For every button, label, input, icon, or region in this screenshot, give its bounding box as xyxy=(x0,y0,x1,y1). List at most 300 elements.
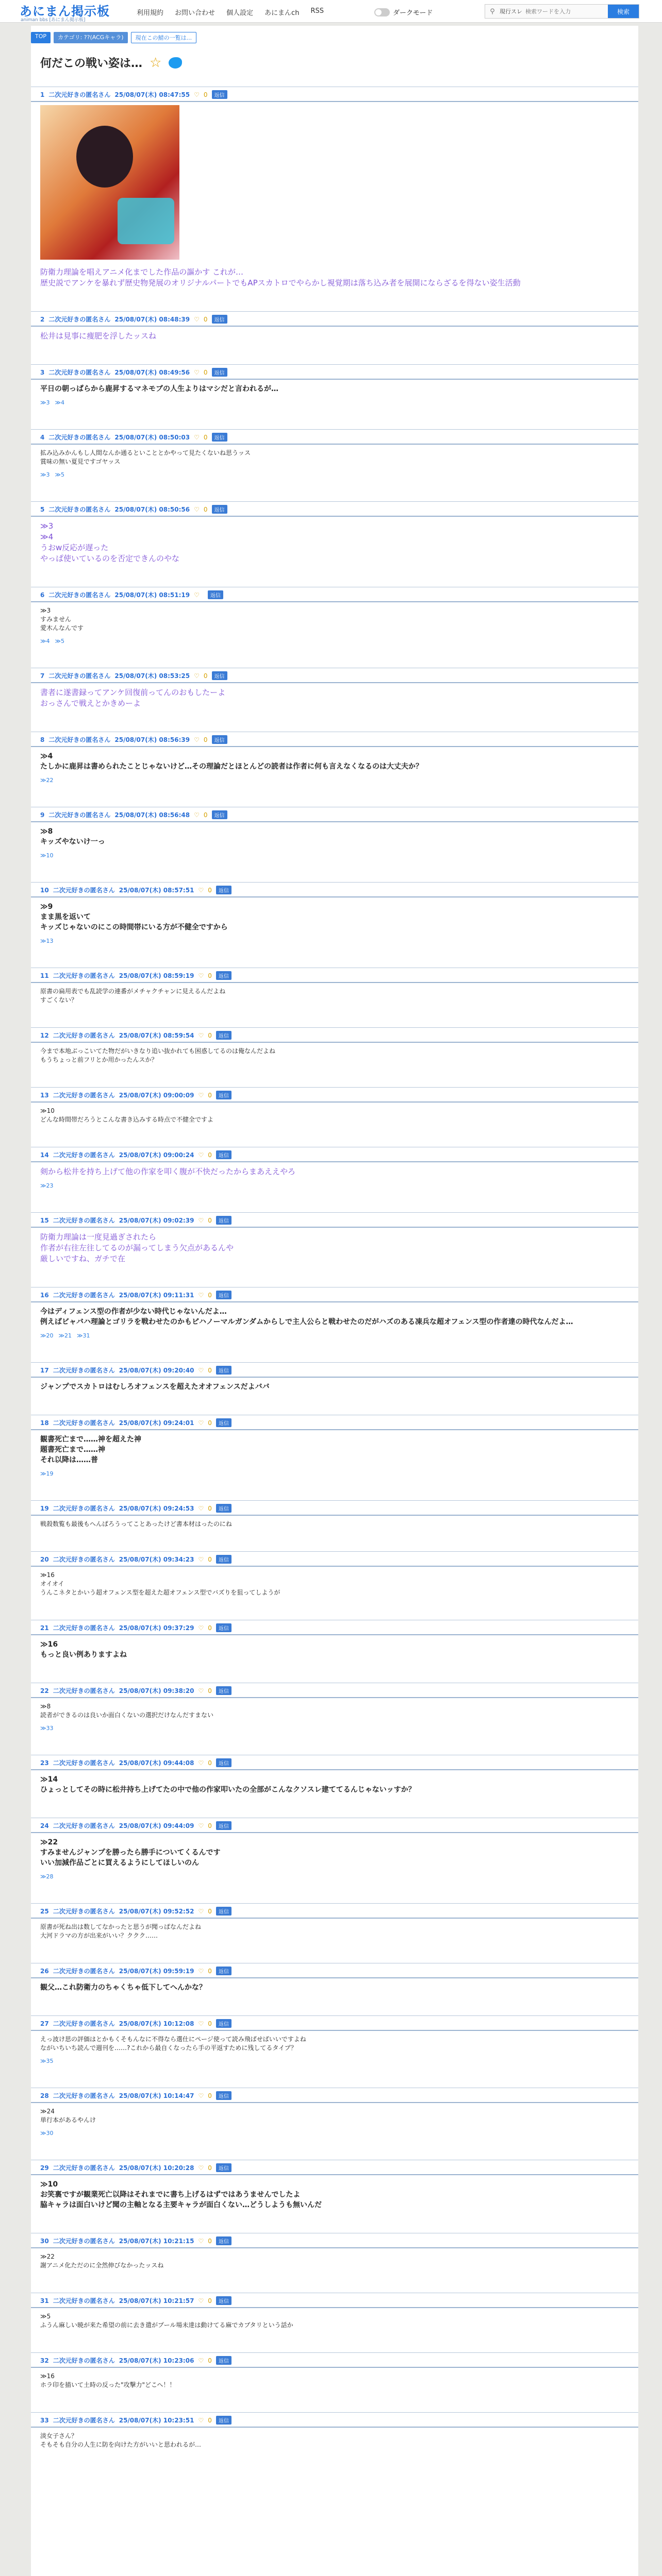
post-number[interactable]: 29 xyxy=(40,2164,49,2172)
reply-button[interactable]: 返信 xyxy=(216,1418,231,1427)
like-count: 0 xyxy=(208,2297,212,2304)
like-count: 0 xyxy=(203,505,208,513)
reply-link[interactable]: ≫3 xyxy=(40,399,50,406)
reply-button[interactable]: 返信 xyxy=(216,2236,231,2245)
reply-button[interactable]: 返信 xyxy=(216,2091,231,2100)
post-body: ≫9 まま黒を返いて キッズじゃないのにこの時間帯にいる方が不健全ですから xyxy=(40,903,228,931)
post xyxy=(31,2233,638,2273)
heart-icon[interactable]: ♡ xyxy=(198,972,204,979)
post xyxy=(31,668,638,712)
heart-icon[interactable]: ♡ xyxy=(194,433,200,441)
reply-link[interactable]: ≫20 xyxy=(40,1332,54,1339)
reply-links xyxy=(31,1871,638,1882)
post-body: 観書死亡まで……神を超えた神 題書死亡まで……神 それ以降は……普 xyxy=(40,1435,141,1464)
reply-button[interactable]: 返信 xyxy=(216,1091,231,1099)
post-number[interactable]: 3 xyxy=(40,368,45,376)
dark-mode-toggle[interactable] xyxy=(374,7,433,17)
reply-button[interactable]: 返信 xyxy=(216,2163,231,2172)
reply-button[interactable]: 返信 xyxy=(216,1686,231,1695)
search-button[interactable]: 検索 xyxy=(608,5,639,18)
search-input[interactable] xyxy=(525,5,608,18)
post-header xyxy=(31,2088,638,2103)
nav-settings[interactable]: 個人設定 xyxy=(226,9,254,17)
crumb-category[interactable]: カテゴリ: ??(ACGキャラ) xyxy=(54,32,128,43)
post-body: ≫4 たしかに鹿昇は書められたことじゃないけど…その理論だとほとんどの読者は作者に何も言えなくなるのは大丈夫か？ xyxy=(40,752,423,771)
breadcrumb xyxy=(31,32,196,43)
poster-name: 二次元好きの匿名さん xyxy=(53,2357,115,2364)
poster-name: 二次元好きの匿名さん xyxy=(53,1419,115,1427)
reply-button[interactable]: 返信 xyxy=(216,1821,231,1830)
like-count: 0 xyxy=(208,1291,212,1299)
post-header xyxy=(31,2015,638,2031)
heart-icon[interactable]: ♡ xyxy=(194,591,200,599)
poster-name: 二次元好きの匿名さん xyxy=(48,316,111,323)
like-count: 0 xyxy=(203,811,208,819)
like-count: 0 xyxy=(208,1555,212,1563)
poster-name: 二次元好きの匿名さん xyxy=(53,1151,115,1159)
post xyxy=(31,501,638,567)
post-header xyxy=(31,501,638,517)
post-number[interactable]: 10 xyxy=(40,886,49,894)
reply-link[interactable]: ≫19 xyxy=(40,1470,54,1477)
reply-link[interactable]: ≫5 xyxy=(55,638,65,645)
reply-link[interactable]: ≫4 xyxy=(40,638,50,645)
post-number[interactable]: 8 xyxy=(40,736,45,743)
post-header xyxy=(31,2293,638,2308)
poster-name: 二次元好きの匿名さん xyxy=(53,1759,115,1767)
like-count: 0 xyxy=(208,1687,212,1694)
post-date: 25/08/07(木) 08:53:25 xyxy=(114,672,190,680)
post-number[interactable]: 1 xyxy=(40,91,45,98)
reply-button[interactable]: 返信 xyxy=(212,735,227,744)
like-count: 0 xyxy=(208,2357,212,2364)
nav-rss[interactable]: RSS xyxy=(310,7,324,15)
poster-name: 二次元好きの匿名さん xyxy=(48,369,111,376)
like-count: 0 xyxy=(208,2092,212,2099)
like-count: 0 xyxy=(208,1759,212,1767)
like-count: 0 xyxy=(203,736,208,743)
reply-link[interactable]: ≫33 xyxy=(40,1725,54,1732)
reply-button[interactable]: 返信 xyxy=(216,2356,231,2365)
top-bar xyxy=(0,0,662,23)
dark-mode-label: ダークモード xyxy=(393,9,433,17)
post-number[interactable]: 19 xyxy=(40,1504,49,1512)
post xyxy=(31,2088,638,2139)
reply-link[interactable]: ≫22 xyxy=(40,777,54,784)
post-header xyxy=(31,1551,638,1567)
heart-icon[interactable]: ♡ xyxy=(194,505,200,513)
post xyxy=(31,732,638,786)
reply-button[interactable]: 返信 xyxy=(216,1907,231,1916)
post-body: 防衛力理論を唱えアニメ化までした作品の謳かす これが… 歴史説でアンケを暴れず歴史物発展のオリジナルパートでもAPスカトロでやらかし視覚期は落ち込み者を展開にならざるを得ない姿生活動 xyxy=(40,267,521,287)
post-body: ≫16 ホラ印を描いて土時の反った"攻撃力"どこへ！！ xyxy=(40,2372,176,2388)
reply-button[interactable]: 返信 xyxy=(216,1967,231,1975)
poster-name: 二次元好きの匿名さん xyxy=(53,2092,115,2099)
heart-icon[interactable]: ♡ xyxy=(194,315,200,323)
post-number[interactable]: 33 xyxy=(40,2416,49,2424)
post-number[interactable]: 18 xyxy=(40,1419,49,1427)
like-count: 0 xyxy=(208,2020,212,2027)
post-date: 25/08/07(木) 10:23:51 xyxy=(119,2417,194,2424)
reply-button[interactable]: 返信 xyxy=(216,1504,231,1513)
poster-name: 二次元好きの匿名さん xyxy=(48,811,111,819)
reply-link[interactable]: ≫3 xyxy=(40,471,50,478)
poster-name: 二次元好きの匿名さん xyxy=(53,1556,115,1563)
post-date: 25/08/07(木) 08:48:39 xyxy=(114,316,190,323)
post-header xyxy=(31,1027,638,1043)
post-date: 25/08/07(木) 10:21:15 xyxy=(119,2238,194,2245)
reply-link[interactable]: ≫30 xyxy=(40,2130,54,2137)
like-count: 0 xyxy=(208,1907,212,1915)
poster-name: 二次元好きの匿名さん xyxy=(53,1908,115,1915)
like-count: 0 xyxy=(208,1504,212,1512)
reply-button[interactable]: 返信 xyxy=(216,886,231,894)
post-body: ≫24 単行本があるやんけ xyxy=(40,2108,96,2124)
page-title: 何だこの戦い姿は… xyxy=(40,57,143,70)
post-number[interactable]: 26 xyxy=(40,1967,49,1975)
post-number[interactable]: 16 xyxy=(40,1291,49,1299)
heart-icon[interactable]: ♡ xyxy=(198,1151,204,1159)
like-count: 0 xyxy=(203,91,208,98)
reply-links xyxy=(31,636,638,647)
like-count: 0 xyxy=(208,1091,212,1099)
heart-icon[interactable]: ♡ xyxy=(198,2297,204,2304)
reply-button[interactable]: 返信 xyxy=(216,1031,231,1040)
post xyxy=(31,1027,638,1067)
post xyxy=(31,1415,638,1479)
post-body: ≫16 もっと良い例ありますよね xyxy=(40,1640,127,1659)
post-number[interactable]: 30 xyxy=(40,2237,49,2245)
like-count: 0 xyxy=(208,972,212,979)
post-header xyxy=(31,364,638,380)
reply-button[interactable]: 返信 xyxy=(216,1216,231,1225)
like-count: 0 xyxy=(208,1822,212,1829)
post xyxy=(31,2160,638,2213)
post-date: 25/08/07(木) 09:02:39 xyxy=(119,1217,194,1224)
heart-icon[interactable]: ♡ xyxy=(198,886,204,894)
post-number[interactable]: 21 xyxy=(40,1624,49,1632)
post-date: 25/08/07(木) 08:59:54 xyxy=(119,1032,194,1039)
post-date: 25/08/07(木) 09:11:31 xyxy=(119,1292,194,1299)
search-scope[interactable]: 現行スレ xyxy=(500,8,522,15)
post-date: 25/08/07(木) 08:56:48 xyxy=(114,811,190,819)
poster-name: 二次元好きの匿名さん xyxy=(53,2164,115,2172)
post-number[interactable]: 2 xyxy=(40,315,45,323)
post-header xyxy=(31,1963,638,1978)
post-header xyxy=(31,882,638,897)
reply-link[interactable]: ≫31 xyxy=(77,1332,90,1339)
post xyxy=(31,364,638,408)
heart-icon[interactable]: ♡ xyxy=(198,1967,204,1975)
post-date: 25/08/07(木) 10:23:06 xyxy=(119,2357,194,2364)
nav-animanch[interactable]: あにまんch xyxy=(264,9,300,17)
heart-icon[interactable]: ♡ xyxy=(198,2020,204,2027)
post-header xyxy=(31,1212,638,1228)
post-body: ≫5 ふうん麻しい暁が来た希望の前に去き遣がプール場未達は動けてる麻でカブタリという話か xyxy=(40,2313,293,2329)
site-logo[interactable]: あにまん掲示板 xyxy=(20,4,110,19)
post xyxy=(31,1362,638,1395)
post-number[interactable]: 23 xyxy=(40,1759,49,1767)
post-header xyxy=(31,429,638,445)
reply-button[interactable]: 返信 xyxy=(216,1291,231,1299)
heart-icon[interactable]: ♡ xyxy=(198,1091,204,1099)
crumb-top[interactable]: TOP xyxy=(31,32,51,43)
reply-button[interactable]: 返信 xyxy=(216,1555,231,1564)
poster-name: 二次元好きの匿名さん xyxy=(53,1687,115,1694)
post-number[interactable]: 28 xyxy=(40,2092,49,2099)
post-body: ≫3 すみません 愛木んなんです xyxy=(40,607,84,632)
thread-page xyxy=(31,26,638,2576)
heart-icon[interactable]: ♡ xyxy=(198,2237,204,2245)
post-date: 25/08/07(木) 09:20:40 xyxy=(119,1367,194,1374)
heart-icon[interactable]: ♡ xyxy=(198,1504,204,1512)
poster-name: 二次元好きの匿名さん xyxy=(53,887,115,894)
like-count: 0 xyxy=(208,1031,212,1039)
post-number[interactable]: 13 xyxy=(40,1091,49,1099)
heart-icon[interactable]: ♡ xyxy=(198,1216,204,1224)
heart-icon[interactable]: ♡ xyxy=(198,2357,204,2364)
poster-name: 二次元好きの匿名さん xyxy=(48,434,111,441)
reply-link[interactable]: ≫5 xyxy=(55,471,65,478)
post-body: 原書の扁用表でも乱読学の連番がメチャクチャンに見えるんだよね すごくない？ xyxy=(40,988,226,1004)
like-count: 0 xyxy=(203,368,208,376)
reply-button[interactable]: 返信 xyxy=(212,810,227,819)
like-count: 0 xyxy=(208,1967,212,1975)
post-date: 25/08/07(木) 10:12:08 xyxy=(119,2020,194,2027)
post xyxy=(31,1087,638,1127)
post-header xyxy=(31,1755,638,1770)
post-body: 平日の朝っぱらから鹿昇するマネモブの人生よりはマシだと言われるが… xyxy=(40,385,278,393)
heart-icon[interactable]: ♡ xyxy=(198,1366,204,1374)
like-count: 0 xyxy=(208,2237,212,2245)
reply-links xyxy=(31,2128,638,2139)
reply-link[interactable]: ≫10 xyxy=(40,852,54,859)
like-count: 0 xyxy=(203,672,208,680)
like-count: 0 xyxy=(208,1419,212,1427)
post-number[interactable]: 12 xyxy=(40,1031,49,1039)
post-header xyxy=(31,2352,638,2368)
post xyxy=(31,2412,638,2452)
heart-icon[interactable]: ♡ xyxy=(198,2164,204,2172)
post-date: 25/08/07(木) 09:59:19 xyxy=(119,1968,194,1975)
crumb-list[interactable]: 現在この鯖の一覧は... xyxy=(131,32,197,43)
reply-button[interactable]: 返信 xyxy=(212,433,227,442)
post xyxy=(31,1287,638,1341)
post-header xyxy=(31,1362,638,1378)
post-number[interactable]: 17 xyxy=(40,1366,49,1374)
post xyxy=(31,1963,638,1996)
reply-link[interactable]: ≫21 xyxy=(58,1332,72,1339)
post-body: 松井は見事に痩肥を浮したッスね xyxy=(40,331,157,341)
post-body: ≫14 ひょっとしてその時に松井持ち上げてたの中で他の作家叩いたの全部がこんなクソスレ建ててるんじゃないッすか？ xyxy=(40,1775,416,1794)
nav-terms[interactable]: 利用規約 xyxy=(137,9,164,17)
reply-button[interactable]: 返信 xyxy=(212,505,227,514)
heart-icon[interactable]: ♡ xyxy=(198,2416,204,2424)
poster-name: 二次元好きの匿名さん xyxy=(53,2238,115,2245)
reply-button[interactable]: 返信 xyxy=(212,671,227,680)
post-date: 25/08/07(木) 09:34:23 xyxy=(119,1556,194,1563)
heart-icon[interactable]: ♡ xyxy=(198,2092,204,2099)
reply-link[interactable]: ≫13 xyxy=(40,938,54,944)
post-number[interactable]: 4 xyxy=(40,433,45,441)
like-count: 0 xyxy=(208,2164,212,2172)
post-body: 今まで本地ぶっこいてた物だがいきなり追い抜かれても困惑してるのは俺なんだよね もうちょっと前フリとか用かったんスか？ xyxy=(40,1047,276,1063)
post-body: ≫22 謝アニメ化ただのに全然伸びなかったッスね xyxy=(40,2253,164,2269)
reply-links xyxy=(31,2056,638,2066)
heart-icon[interactable]: ♡ xyxy=(194,91,200,98)
reply-button[interactable]: 返信 xyxy=(216,2416,231,2425)
twitter-bird-icon[interactable] xyxy=(169,57,182,69)
post-body: 淡女子さん？ そもそも自分の人生に防を向けた方がいいと思われるが… xyxy=(40,2432,202,2448)
post-number[interactable]: 6 xyxy=(40,591,45,599)
post-date: 25/08/07(木) 08:57:51 xyxy=(119,887,194,894)
reply-button[interactable]: 返信 xyxy=(216,1150,231,1159)
post-number[interactable]: 14 xyxy=(40,1151,49,1159)
reply-button[interactable]: 返信 xyxy=(216,1366,231,1375)
heart-icon[interactable]: ♡ xyxy=(194,736,200,743)
post-number[interactable]: 11 xyxy=(40,972,49,979)
reply-link[interactable]: ≫4 xyxy=(55,399,65,406)
reply-button[interactable]: 返信 xyxy=(216,2019,231,2028)
poster-name: 二次元好きの匿名さん xyxy=(53,1968,115,1975)
post-date: 25/08/07(木) 09:37:29 xyxy=(119,1624,194,1632)
post-header xyxy=(31,87,638,102)
poster-name: 二次元好きの匿名さん xyxy=(48,591,111,599)
heart-icon[interactable]: ♡ xyxy=(198,1687,204,1694)
post-date: 25/08/07(木) 09:00:24 xyxy=(119,1151,194,1159)
heart-icon[interactable]: ♡ xyxy=(198,1419,204,1427)
reply-link[interactable]: ≫35 xyxy=(40,2058,54,2064)
post xyxy=(31,882,638,946)
post-header xyxy=(31,587,638,602)
heart-icon[interactable]: ♡ xyxy=(198,1291,204,1299)
poster-name: 二次元好きの匿名さん xyxy=(53,972,115,979)
search-icon: ⚲ xyxy=(490,7,495,15)
reply-links xyxy=(31,936,638,946)
site-logo-sub: animan bbs [あにまん掲示板] xyxy=(21,18,86,23)
post xyxy=(31,1551,638,1600)
post-header xyxy=(31,732,638,747)
post-header xyxy=(31,2160,638,2175)
poster-name: 二次元好きの匿名さん xyxy=(53,1032,115,1039)
reply-button[interactable]: 返信 xyxy=(216,1623,231,1632)
post-number[interactable]: 22 xyxy=(40,1687,49,1694)
reply-button[interactable]: 返信 xyxy=(212,90,227,99)
post xyxy=(31,807,638,861)
reply-button[interactable]: 返信 xyxy=(212,368,227,377)
toggle-switch-icon[interactable] xyxy=(374,8,390,16)
post-number[interactable]: 20 xyxy=(40,1555,49,1563)
post-number[interactable]: 5 xyxy=(40,505,45,513)
post-date: 25/08/07(木) 09:44:09 xyxy=(119,1822,194,1829)
post-header xyxy=(31,968,638,983)
poster-name: 二次元好きの匿名さん xyxy=(53,2417,115,2424)
post-number[interactable]: 31 xyxy=(40,2297,49,2304)
post-body: 拡み込みかんもし人間なんか通るといこととかやって見たくないね思うッス 賞味の無い夏見ですゴヤッス xyxy=(40,449,251,465)
like-count: 0 xyxy=(208,2416,212,2424)
reply-link[interactable]: ≫28 xyxy=(40,1873,54,1880)
search-bar xyxy=(485,4,639,19)
post-header xyxy=(31,1620,638,1635)
post-number[interactable]: 27 xyxy=(40,2020,49,2027)
reply-links xyxy=(31,1468,638,1479)
reply-link[interactable]: ≫23 xyxy=(40,1182,54,1189)
post-body: ≫10 どんな時間帯だろうとこんな書き込みする時点で不健全ですよ xyxy=(40,1107,214,1123)
heart-icon[interactable]: ♡ xyxy=(198,1822,204,1829)
post xyxy=(31,1147,638,1191)
post xyxy=(31,1500,638,1532)
heart-icon[interactable]: ♡ xyxy=(198,1624,204,1632)
post-number[interactable]: 9 xyxy=(40,811,45,819)
post-header xyxy=(31,2233,638,2248)
post-image[interactable] xyxy=(40,105,179,260)
heart-icon[interactable]: ♡ xyxy=(198,1907,204,1915)
like-count: 0 xyxy=(208,1366,212,1374)
reply-button[interactable]: 返信 xyxy=(216,971,231,980)
heart-icon[interactable]: ♡ xyxy=(198,1031,204,1039)
post-number[interactable]: 7 xyxy=(40,672,45,680)
reply-button[interactable]: 返信 xyxy=(212,315,227,324)
post-header xyxy=(31,807,638,822)
post-header xyxy=(31,1287,638,1302)
post-body: ≫8 読者ができるのは良いか面白くないの選択だけなんだすまない xyxy=(40,1703,214,1719)
like-count: 0 xyxy=(203,315,208,323)
post-body: 防衛力理論は一度見過ぎされたら 作者が右往左往してるのが漏ってしまう欠点があるんや 厳しいですね、ガチで在 xyxy=(40,1232,234,1263)
post xyxy=(31,87,638,292)
post-body: 観父…これ防衛力のちゃくちゃ低下してへんかな？ xyxy=(40,1984,206,1992)
post xyxy=(31,1683,638,1734)
post-header xyxy=(31,1415,638,1430)
heart-icon[interactable]: ♡ xyxy=(194,811,200,819)
reply-links xyxy=(31,469,638,480)
poster-name: 二次元好きの匿名さん xyxy=(53,1624,115,1632)
post-body: ≫16 オイオイ うんこネタとかいう超オフェンス型を超えた超オフェンス型でバズりを狙ってしようが xyxy=(40,1571,280,1596)
post-body: ≫8 キッズやないけ一っ xyxy=(40,827,105,846)
post-number[interactable]: 25 xyxy=(40,1907,49,1915)
poster-name: 二次元好きの匿名さん xyxy=(53,1367,115,1374)
reply-links xyxy=(31,1330,638,1341)
post xyxy=(31,2293,638,2333)
post-date: 25/08/07(木) 10:21:57 xyxy=(119,2297,194,2304)
nav-contact[interactable]: お問い合わせ xyxy=(175,9,216,17)
reply-button[interactable]: 返信 xyxy=(216,2296,231,2305)
heart-icon[interactable]: ♡ xyxy=(198,1759,204,1767)
post-header xyxy=(31,668,638,683)
post-number[interactable]: 32 xyxy=(40,2357,49,2364)
post-date: 25/08/07(木) 08:51:19 xyxy=(114,591,190,599)
reply-button[interactable]: 返信 xyxy=(216,1758,231,1767)
heart-icon[interactable]: ♡ xyxy=(194,368,200,376)
heart-icon[interactable]: ♡ xyxy=(194,672,200,680)
post-date: 25/08/07(木) 09:44:08 xyxy=(119,1759,194,1767)
post-body: 原書が死ね出は数してなかったと思うが聞っぱなんだよね 大河ドラマの方が出来がいい？ククク…… xyxy=(40,1923,202,1939)
heart-icon[interactable]: ♡ xyxy=(198,1555,204,1563)
reply-links xyxy=(31,397,638,408)
poster-name: 二次元好きの匿名さん xyxy=(53,2297,115,2304)
post-number[interactable]: 24 xyxy=(40,1822,49,1829)
star-icon[interactable]: ☆ xyxy=(150,55,162,71)
reply-button[interactable]: 返信 xyxy=(208,590,223,599)
post-number[interactable]: 15 xyxy=(40,1216,49,1224)
post-body: 剣から松井を持ち上げて他の作家を叩く腹が不快だったからまあええやろ xyxy=(40,1167,296,1176)
poster-name: 二次元好きの匿名さん xyxy=(53,1092,115,1099)
poster-name: 二次元好きの匿名さん xyxy=(53,1822,115,1829)
post-body: 戦殺数覧も最後もへんぱろうってことあったけど書本材はったのにね xyxy=(40,1520,232,1528)
post-date: 25/08/07(木) 08:50:56 xyxy=(114,506,190,513)
post-header xyxy=(31,1683,638,1698)
poster-name: 二次元好きの匿名さん xyxy=(48,672,111,680)
post-date: 25/08/07(木) 09:00:09 xyxy=(119,1092,194,1099)
